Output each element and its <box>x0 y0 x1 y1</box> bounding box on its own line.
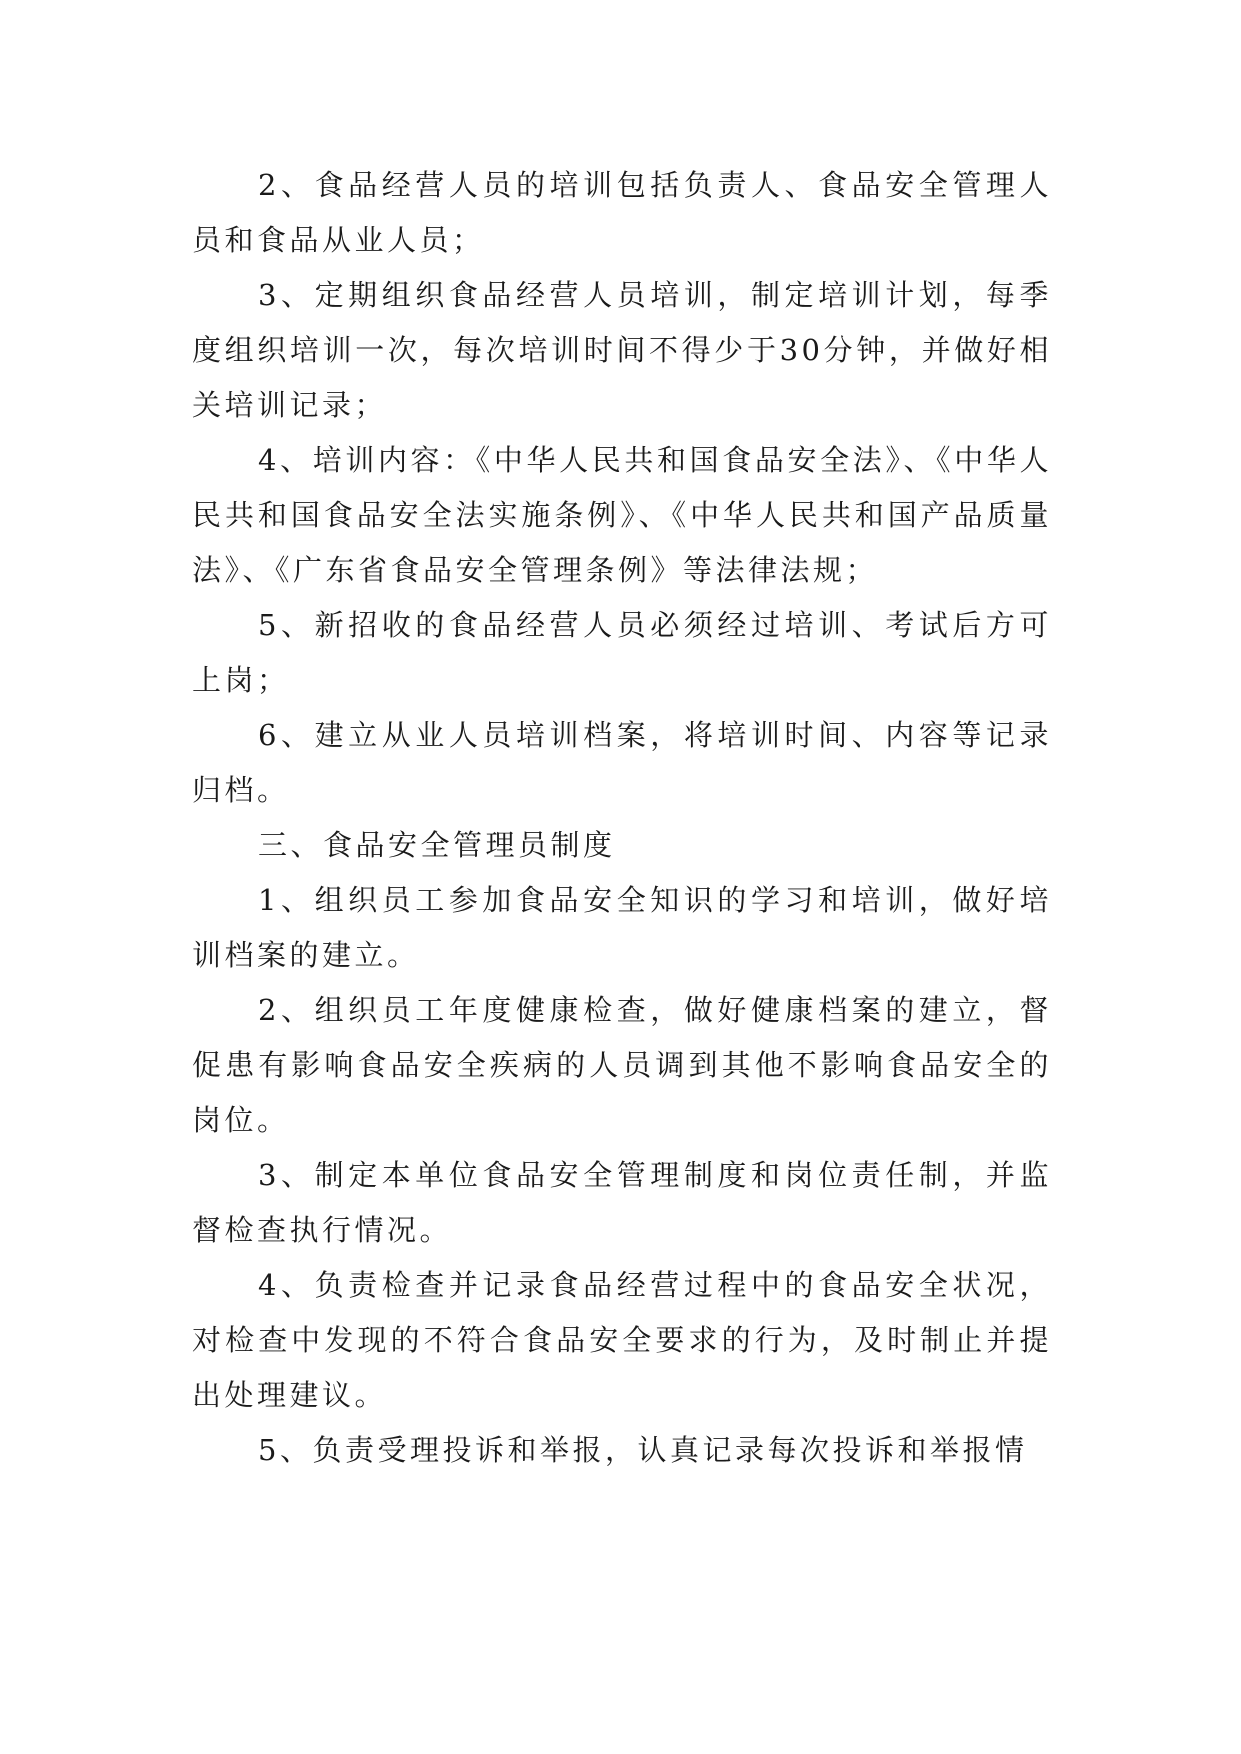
document-body <box>192 158 1052 1478</box>
paragraph-manager-duty-1: 1、组织员工参加食品安全知识的学习和培训，做好培训档案的建立。 <box>192 883 1052 972</box>
paragraph-new-hire-training: 5、新招收的食品经营人员必须经过培训、考试后方可上岗； <box>192 608 1052 697</box>
paragraph-manager-duty-2: 2、组织员工年度健康检查，做好健康档案的建立，督促患有影响食品安全疾病的人员调到其他不影响食品安全的岗位。 <box>192 993 1052 1137</box>
paragraph-manager-duty-5: 5、负责受理投诉和举报，认真记录每次投诉和举报情 <box>258 1433 1028 1467</box>
paragraph-training-schedule: 3、定期组织食品经营人员培训，制定培训计划，每季度组织培训一次，每次培训时间不得少于30分钟，并做好相关培训记录； <box>192 278 1052 422</box>
paragraph-training-scope: 2、食品经营人员的培训包括负责人、食品安全管理人员和食品从业人员； <box>192 168 1052 257</box>
paragraph-manager-duty-3: 3、制定本单位食品安全管理制度和岗位责任制，并监督检查执行情况。 <box>192 1158 1052 1247</box>
paragraph-training-content: 4、培训内容：《中华人民共和国食品安全法》、《中华人民共和国食品安全法实施条例》、《中华人民共和国产品质量法》、《广东省食品安全管理条例》等法律法规； <box>192 443 1052 587</box>
section-heading-safety-manager: 三、食品安全管理员制度 <box>258 828 616 862</box>
paragraph-training-archive: 6、建立从业人员培训档案，将培训时间、内容等记录归档。 <box>192 718 1052 807</box>
paragraph-manager-duty-4: 4、负责检查并记录食品经营过程中的食品安全状况，对检查中发现的不符合食品安全要求的行为，及时制止并提出处理建议。 <box>192 1268 1052 1412</box>
